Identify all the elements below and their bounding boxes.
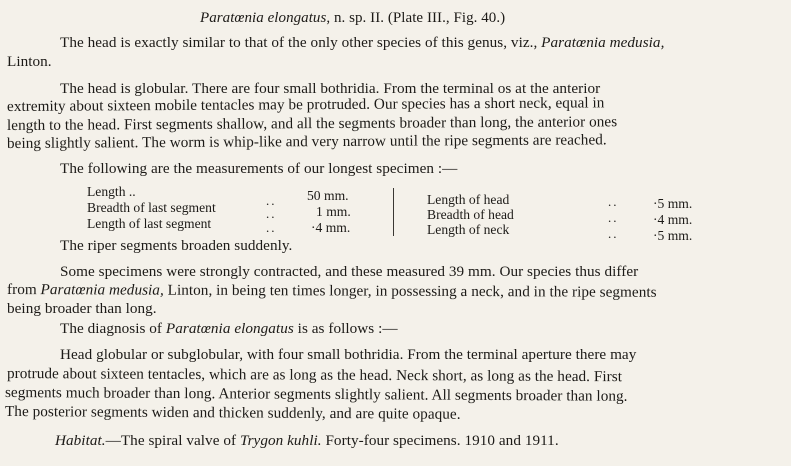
leader-dots: .. (266, 220, 277, 235)
paragraph-7-line-2: protrude about sixteen tentacles, which are as long as the head. Neck short, as long as the head. First (6, 365, 623, 386)
habitat-label: Habitat. (55, 432, 106, 449)
meas-left-label-0: Length .. (87, 184, 136, 199)
p5-text-post: Linton, in being ten times longer, in possessing a neck, and in the ripe segments (163, 281, 657, 301)
meas-left-value-1: 1 mm. (316, 204, 351, 219)
p1-italic: Paratœnia medusia, (541, 34, 665, 51)
meas-right-value-2: ·5 mm. (653, 228, 693, 243)
host-name: Trygon kuhli. (239, 432, 322, 449)
paragraph-7-line-1: Head globular or subglobular, with four small bothridia. From the terminal aperture there may (60, 346, 637, 363)
p5-text: from (6, 281, 41, 299)
paragraph-5-line-1: Some specimens were strongly contracted, and these measured 39 mm. Our species thus differ (60, 263, 639, 280)
leader-dots: .. (266, 193, 277, 208)
paragraph-2-line-3: length to the head. First segments shallow, and all the segments broader than long, the anterior ones (6, 113, 618, 134)
p6-italic: Paratœnia elongatus (165, 320, 294, 337)
paragraph-7-line-3: segments much broader than long. Anterior segments slightly salient. All segments broader than long. (4, 384, 628, 405)
p6-text-post: is as follows :— (293, 320, 398, 337)
p6-text: The diagnosis of (60, 320, 166, 337)
meas-right-label-2: Length of neck (427, 222, 510, 237)
meas-left-label-1: Breadth of last segment (87, 200, 216, 215)
paragraph-7-line-4: The posterior segments widen and thicken suddenly, and are quite opaque. (4, 403, 461, 423)
species-name: Paratœnia elongatus (200, 10, 327, 26)
p5-italic: Paratœnia medusia, (40, 281, 164, 299)
paragraph-5-line-3: being broader than long. (7, 300, 157, 317)
paragraph-4: The riper segments broaden suddenly. (60, 237, 293, 254)
paragraph-6 (60, 320, 398, 337)
meas-left-value-0: 50 mm. (307, 188, 349, 203)
leader-dots: .. (608, 210, 619, 225)
leader-dots: .. (608, 226, 619, 241)
species-heading (200, 10, 505, 27)
meas-left-value-2: ·4 mm. (311, 220, 351, 235)
paragraph-2-line-4: being slightly salient. The worm is whip-like and very narrow until the ripe segments are reached. (6, 131, 607, 152)
meas-left-label-2: Length of last segment (87, 216, 212, 231)
paragraph-8 (55, 432, 559, 449)
p1-text: The head is exactly similar to that of the only other species of this genus, viz., (60, 34, 542, 51)
habitat-text-post: Forty-four specimens. 1910 and 1911. (321, 432, 559, 449)
paragraph-1-line-2: Linton. (7, 53, 52, 70)
leader-dots: .. (608, 194, 619, 209)
meas-right-value-0: ·5 mm. (653, 196, 693, 211)
heading-rest: , n. sp. II. (Plate III., Fig. 40.) (326, 10, 506, 26)
column-divider (393, 188, 394, 236)
meas-right-label-0: Length of head (427, 192, 510, 207)
paragraph-3: The following are the measurements of our longest specimen :— (60, 160, 458, 177)
habitat-text: —The spiral valve of (105, 432, 240, 449)
paragraph-2-line-2: extremity about sixteen mobile tentacles may be protruded. Our species has a short neck, equal in (6, 94, 605, 115)
meas-right-label-1: Breadth of head (427, 207, 514, 222)
paragraph-1-line-1 (60, 34, 664, 51)
meas-right-value-1: ·4 mm. (653, 212, 693, 227)
leader-dots: .. (266, 206, 277, 221)
paragraph-5-line-2 (7, 281, 657, 301)
paragraph-2-line-1: The head is globular. There are four small bothridia. From the terminal os at the anterior (60, 80, 601, 97)
